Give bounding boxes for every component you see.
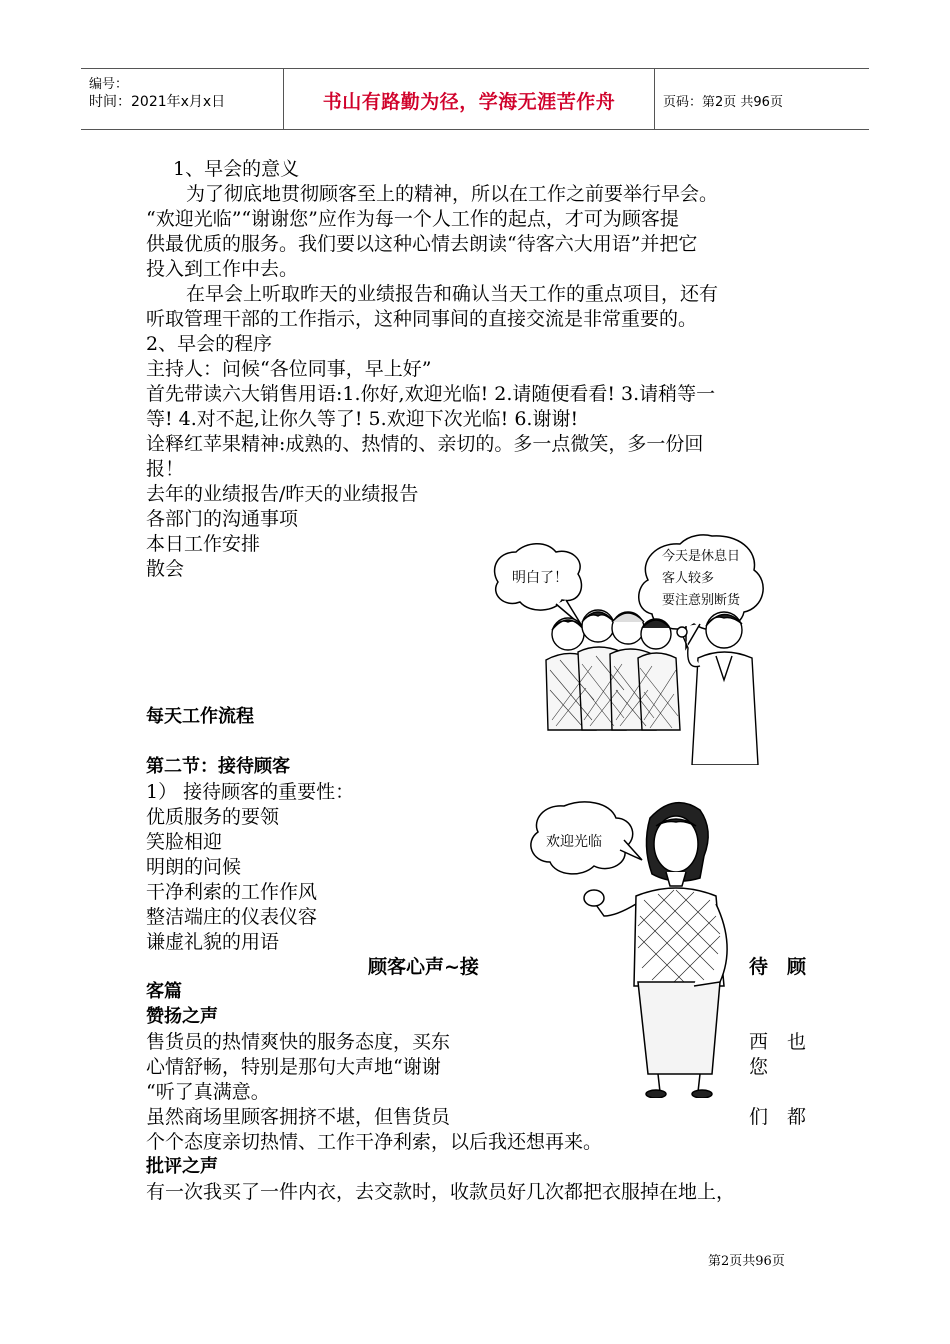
- program-line: 主持人：问候“各位同事，早上好”: [146, 358, 432, 380]
- paragraph-line: 投入到工作中去。: [146, 258, 299, 280]
- page-footer: 第2页共96页: [708, 1254, 785, 1269]
- header-motto-cell: [283, 69, 655, 129]
- program-line: 等! 4.对不起,让你久等了! 5.欢迎下次光临! 6.谢谢!: [146, 408, 579, 430]
- right-bubble-text-line: 客人较多: [662, 571, 715, 586]
- paragraph-line: “欢迎光临”“谢谢您”应作为每一个人工作的起点，才可为顾客提: [146, 208, 679, 230]
- time-label: 时间：2021年x月x日: [89, 94, 226, 110]
- welcome-bubble-text: 欢迎光临: [546, 834, 602, 850]
- header-page-cell: [655, 69, 869, 129]
- program-line: 散会: [146, 558, 185, 580]
- program-line: 去年的业绩报告/昨天的业绩报告: [146, 483, 419, 505]
- reception-point: 干净利索的工作作风: [146, 881, 318, 903]
- praise-line-right: 西 也: [749, 1031, 807, 1053]
- criticism-line: 有一次我买了一件内衣，去交款时，收款员好几次都把衣服掉在地上，: [146, 1181, 736, 1203]
- document-header: [81, 68, 869, 130]
- section2-heading: 2、早会的程序: [146, 333, 273, 355]
- voices-title-left: 顾客心声~接: [368, 956, 479, 978]
- page-label: 页码：第2页 共96页: [663, 95, 783, 110]
- praise-line: “听了真满意。: [146, 1081, 270, 1103]
- paragraph-line: 为了彻底地贯彻顾客至上的精神，所以在工作之前要举行早会。: [186, 183, 719, 205]
- praise-line-right: 您: [749, 1056, 769, 1078]
- praise-line-right: 们 都: [749, 1106, 807, 1128]
- voices-title-right: 待 顾: [749, 956, 807, 978]
- program-line: 首先带读六大销售用语:1.你好,欢迎光临! 2.请随便看看! 3.请稍等一: [146, 383, 716, 405]
- paragraph-line: 在早会上听取昨天的业绩报告和确认当天工作的重点项目，还有: [186, 283, 719, 305]
- right-bubble-text-line: 要注意别断货: [662, 593, 741, 608]
- program-line: 本日工作安排: [146, 533, 261, 555]
- reception-point: 优质服务的要领: [146, 806, 280, 828]
- program-line: 各部门的沟通事项: [146, 508, 299, 530]
- praise-line: 心情舒畅，特别是那句大声地“谢谢: [146, 1056, 441, 1078]
- number-label: 编号：: [89, 77, 129, 92]
- reception-point: 笑脸相迎: [146, 831, 223, 853]
- criticism-title: 批评之声: [146, 1156, 218, 1177]
- motto: 书山有路勤为径，学海无涯苦作舟: [322, 91, 616, 113]
- section1-heading: 1、早会的意义: [173, 158, 300, 180]
- program-line: 诠释红苹果精神:成熟的、热情的、亲切的。多一点微笑，多一份回: [146, 433, 704, 455]
- reception-point: 整洁端庄的仪表仪容: [146, 906, 318, 928]
- paragraph-line: 听取管理干部的工作指示，这种同事间的直接交流是非常重要的。: [146, 308, 698, 330]
- right-bubble-text-line: 今天是休息日: [662, 549, 741, 564]
- praise-line: 个个态度亲切热情、工作干净利索，以后我还想再来。: [146, 1131, 603, 1153]
- paragraph-line: 供最优质的服务。我们要以这种心情去朗读“待客六大用语”并把它: [146, 233, 698, 255]
- saleswoman-illustration: [524, 786, 756, 1098]
- program-line: 报！: [146, 458, 185, 480]
- reception-point: 明朗的问候: [146, 856, 242, 878]
- header-meta-cell: [81, 69, 283, 129]
- reception-section-title: 第二节：接待顾客: [146, 756, 290, 777]
- praise-title: 赞扬之声: [146, 1006, 218, 1027]
- reception-item1: 1） 接待顾客的重要性：: [146, 781, 355, 803]
- reception-point: 谦虚礼貌的用语: [146, 931, 280, 953]
- morning-meeting-illustration: [486, 530, 776, 765]
- praise-line: 虽然商场里顾客拥挤不堪，但售货员: [146, 1106, 451, 1128]
- praise-line: 售货员的热情爽快的服务态度，买东: [146, 1031, 451, 1053]
- daily-flow-title: 每天工作流程: [146, 706, 254, 727]
- left-bubble-text: 明白了！: [512, 570, 568, 586]
- voices-title-wrap: 客篇: [146, 981, 182, 1002]
